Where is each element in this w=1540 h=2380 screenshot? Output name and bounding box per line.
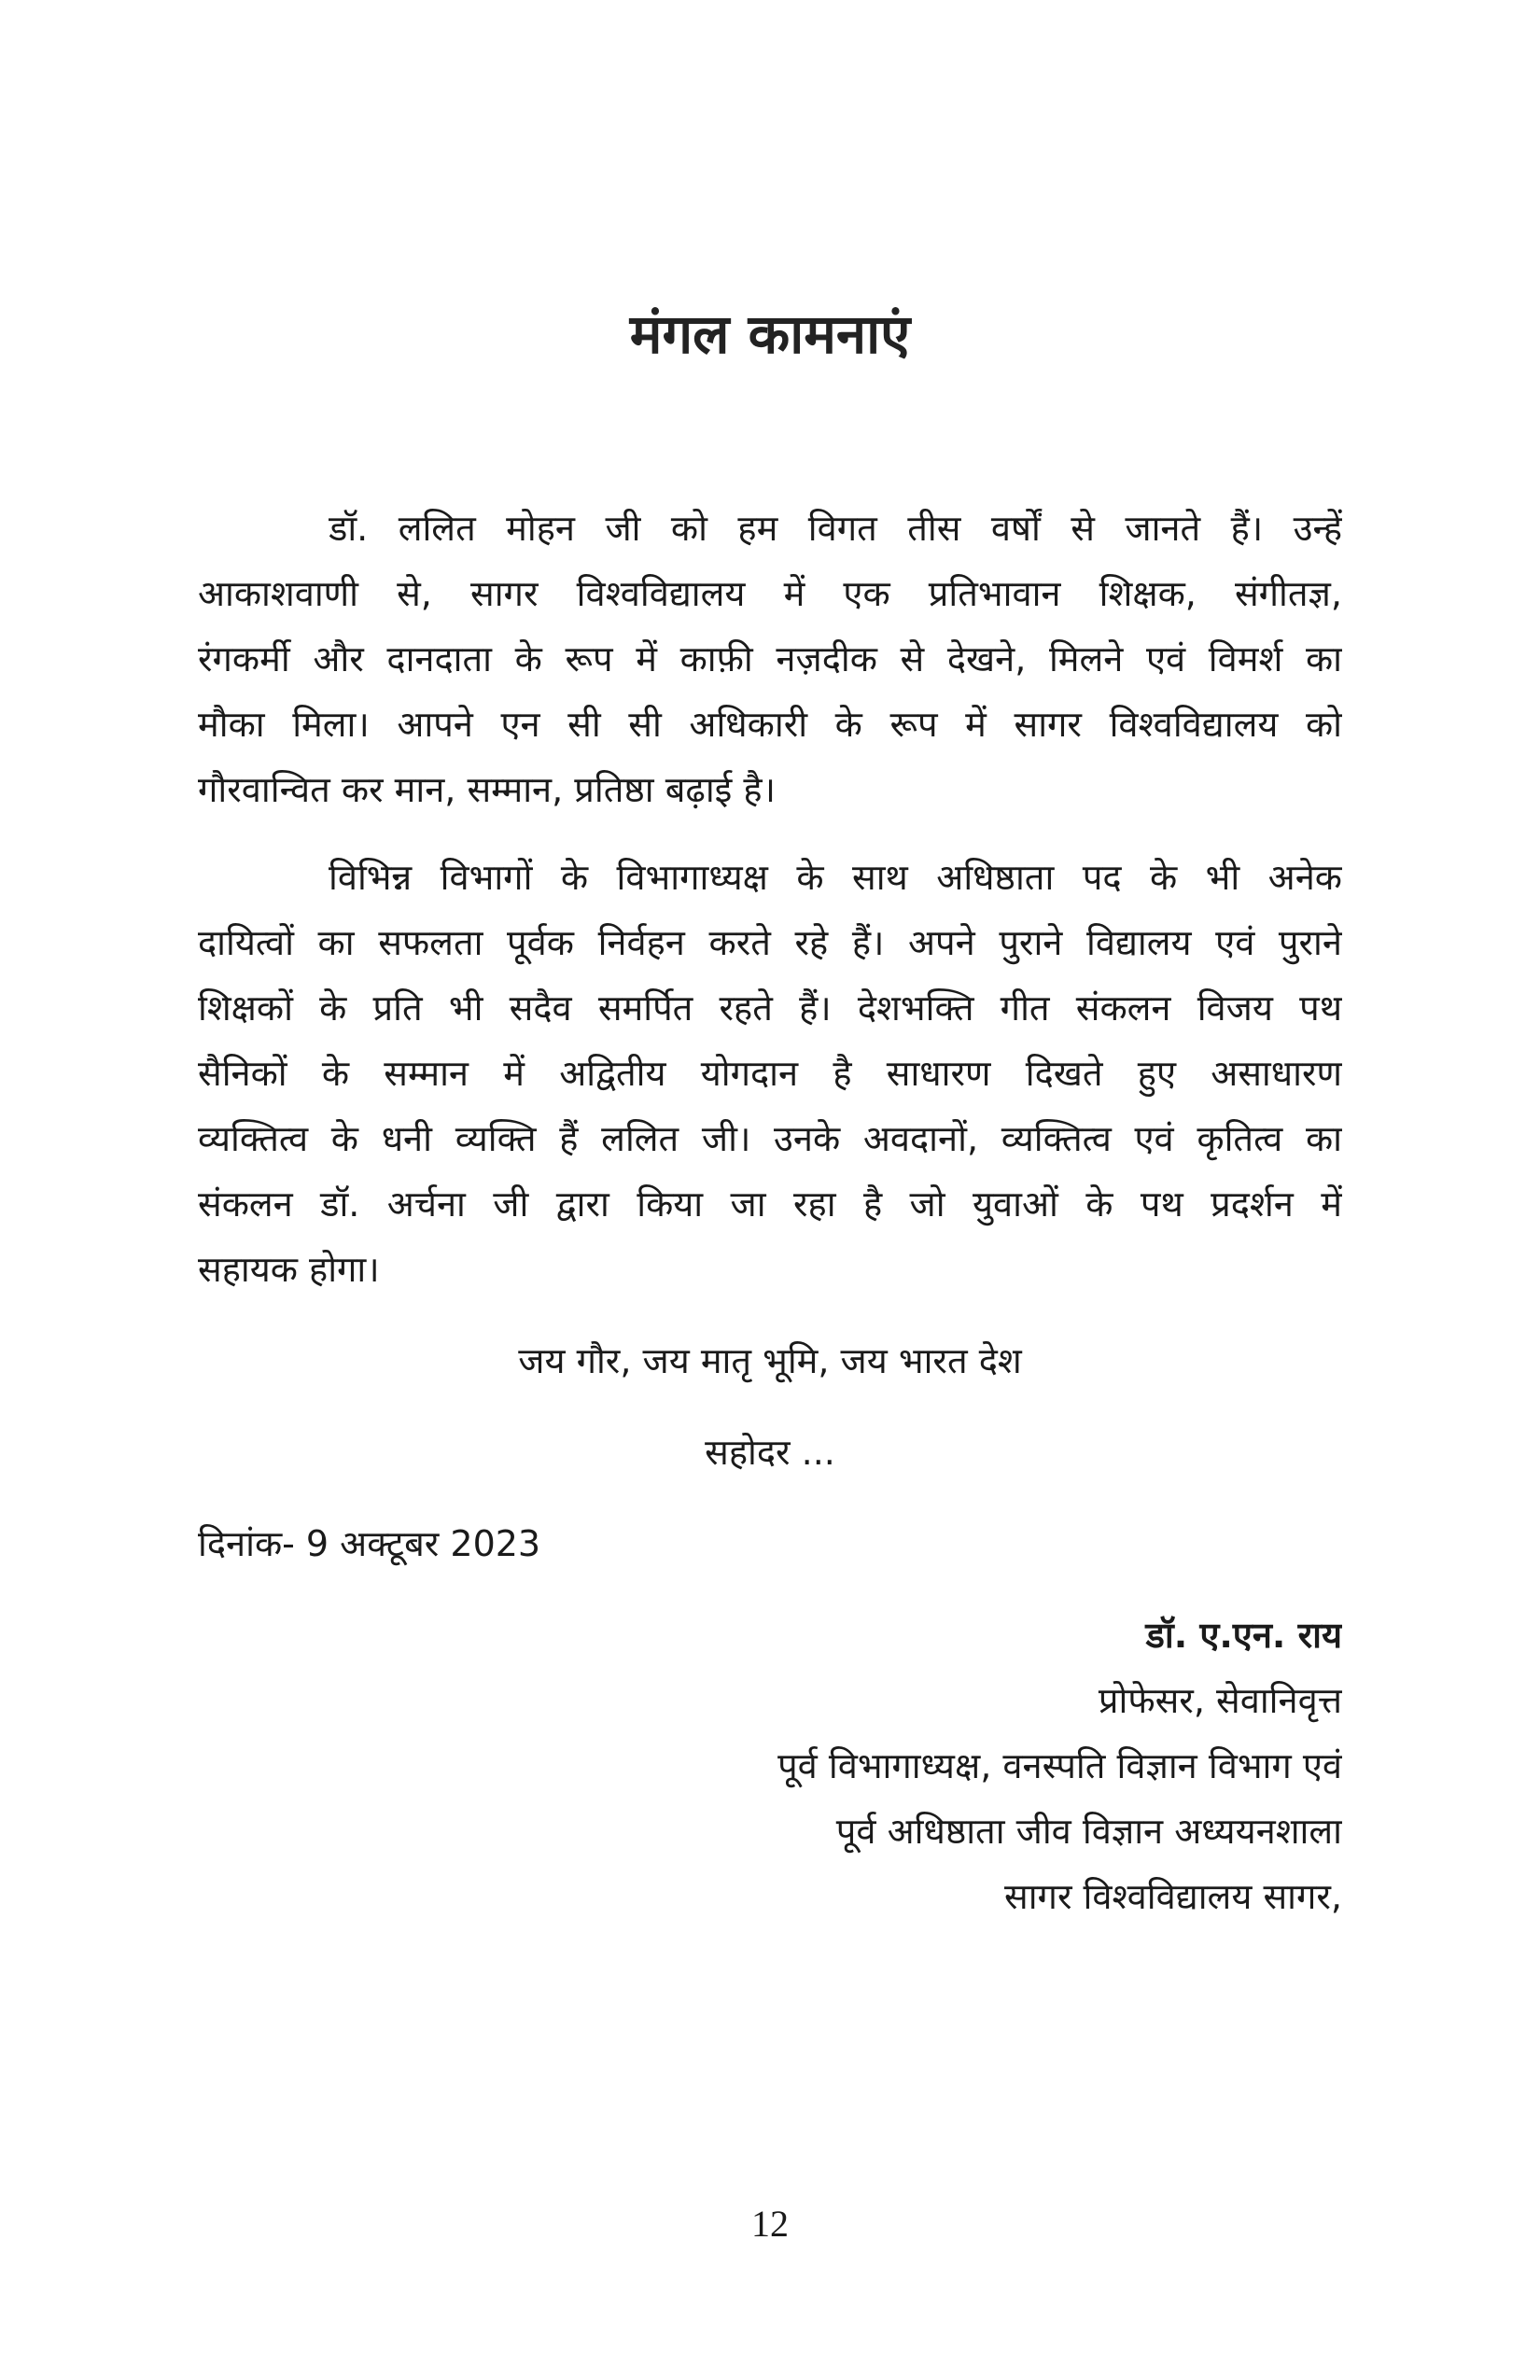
page-number: 12 (751, 2203, 789, 2245)
designation-line: प्रोफेसर, सेवानिवृत्त (1098, 1680, 1342, 1721)
designation-line: पूर्व विभागाध्यक्ष, वनस्पति विज्ञान विभाग एवं (777, 1745, 1342, 1786)
date-line: दिनांक- 9 अक्टूबर 2023 (198, 1523, 541, 1564)
paragraph-line: गौरवान्वित कर मान, सम्मान, प्रतिष्ठा बढ़ाई है। (198, 769, 776, 810)
page-title: मंगल कामनाएं (629, 302, 911, 366)
paragraph-line: व्यक्तित्व के धनी व्यक्ति हैं ललित जी। उनके अवदानों, व्यक्तित्व एवं कृतित्व का (198, 1118, 1342, 1159)
signatory-name: डॉ. ए.एन. राय (1145, 1615, 1342, 1656)
paragraph-line: संकलन डॉ. अर्चना जी द्वारा किया जा रहा है जो युवाओं के पथ प्रदर्शन में (198, 1183, 1342, 1225)
paragraph-line: रंगकर्मी और दानदाता के रूप में काफ़ी नज़दीक से देखने, मिलने एवं विमर्श का (198, 638, 1342, 679)
paragraph-line: विभिन्न विभागों के विभागाध्यक्ष के साथ अधिष्ठाता पद के भी अनेक (329, 857, 1342, 898)
paragraph-line: सहायक होगा। (198, 1249, 380, 1290)
paragraph-line: डॉ. ललित मोहन जी को हम विगत तीस वर्षों से जानते हैं। उन्हें (329, 508, 1342, 549)
designation-line: पूर्व अधिष्ठाता जीव विज्ञान अध्ययनशाला (835, 1811, 1342, 1852)
closing-salutation: सहोदर ... (705, 1432, 835, 1473)
paragraph-line: आकाशवाणी से, सागर विश्वविद्यालय में एक प्रतिभावान शिक्षक, संगीतज्ञ, (198, 573, 1342, 614)
slogan: जय गौर, जय मातृ भूमि, जय भारत देश (518, 1340, 1022, 1381)
paragraph-line: दायित्वों का सफलता पूर्वक निर्वहन करते रहे हैं। अपने पुराने विद्यालय एवं पुराने (198, 922, 1342, 963)
paragraph-line: शिक्षकों के प्रति भी सदैव समर्पित रहते हैं। देशभक्ति गीत संकलन विजय पथ (198, 987, 1342, 1029)
paragraph-line: मौका मिला। आपने एन सी सी अधिकारी के रूप में सागर विश्वविद्यालय को (198, 704, 1342, 745)
paragraph-line: सैनिकों के सम्मान में अद्वितीय योगदान है साधारण दिखते हुए असाधारण (198, 1053, 1342, 1094)
designation-line: सागर विश्वविद्यालय सागर, (1004, 1876, 1342, 1917)
